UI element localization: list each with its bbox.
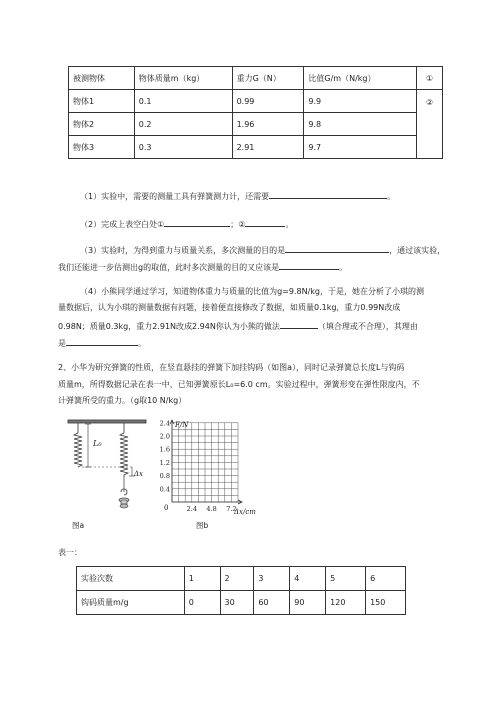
table-row: [69, 90, 443, 113]
question-4-line-1: （4）小熊同学通过学习，知道物体重力与质量的比值为g=9.8N/kg，于是，她在分析了小琪的测: [80, 287, 424, 296]
table-cell: 1.96: [232, 113, 304, 136]
table-cell: 150: [366, 591, 406, 615]
table-cell: 9.8: [304, 113, 417, 136]
table-row: [77, 591, 406, 615]
table-cell: 实验次数: [77, 567, 185, 591]
table-cell: 4: [290, 567, 326, 591]
figure-b-graph: [150, 418, 282, 530]
question-3-text: （3）实验时，为得到重力与质量关系，多次测量的目的是: [80, 246, 286, 255]
table-cell: 2.91: [232, 136, 304, 159]
answer-blank[interactable]: [280, 320, 318, 329]
y-tick-labels: [160, 419, 170, 493]
table-cell: 物体2: [69, 113, 135, 136]
answer-blank-2[interactable]: [245, 218, 285, 227]
problem-2-line-1: 2、小华为研究弹簧的性质，在竖直悬挂的弹簧下加挂钩码（如图a），同时记录弹簧总长度L与钩码: [58, 363, 405, 372]
question-4-text: （填合理或不合理），其理由: [317, 322, 418, 331]
table-cell: 6: [366, 567, 406, 591]
table-row: [69, 113, 443, 136]
y-tick-label: 1.6: [159, 445, 170, 454]
left-spring: [74, 433, 82, 467]
figure-a-spring-diagram: [66, 418, 148, 530]
table-2-title: 表一：: [58, 548, 82, 557]
table-cell: 120: [326, 591, 366, 615]
figure-b-caption: 图b: [196, 521, 209, 530]
origin-label: 0: [164, 504, 169, 512]
question-4-end: 。: [138, 339, 146, 348]
question-3-end: ，通过该实验，: [389, 246, 446, 255]
question-4-line-3: [58, 320, 418, 332]
table-cell: 3: [254, 567, 290, 591]
graph-grid: [172, 423, 238, 502]
table-cell: 2: [220, 567, 254, 591]
problem-2-line-2: 质量m，所得数据记录在表一中，已知弹簧原长L₀=6.0 cm。实验过程中，弹簧形变在弹性限度内，不: [58, 380, 420, 389]
y-tick-label: 0.8: [159, 472, 170, 481]
header-cell: 重力G（N）: [232, 67, 304, 90]
question-3-line-2: [58, 261, 347, 273]
table-cell: 0.2: [134, 113, 232, 136]
y-tick-label: 1.2: [159, 458, 170, 467]
question-2-end: 。: [285, 220, 294, 229]
right-spring: [120, 433, 128, 478]
question-4-line-2: 量数据后，认为小琪的测量数据有问题，接着便直接修改了数据，如质量0.1kg，重力0.99N改成: [58, 303, 401, 312]
question-4-text: 是: [58, 339, 66, 348]
answer-blank[interactable]: [66, 337, 138, 346]
header-cell: 被测物体: [69, 67, 135, 90]
table-row: [69, 136, 443, 159]
table-cell: 物体1: [69, 90, 135, 113]
question-4-text: 0.98N；质量0.3kg，重力2.91N改成2.94N你认为小熊的做法: [58, 322, 280, 331]
table-cell: 物体3: [69, 136, 135, 159]
question-3-end: 。: [339, 263, 348, 272]
table-cell: 60: [254, 591, 290, 615]
answer-blank[interactable]: [285, 244, 389, 253]
support-bar: [68, 420, 146, 423]
answer-blank[interactable]: [279, 261, 339, 270]
problem-2-line-3: 计弹簧所受的重力。（g取10 N/kg）: [58, 396, 187, 405]
table-row: [77, 567, 406, 591]
header-cell: 物体质量m（kg）: [134, 67, 232, 90]
y-axis-label: F/N: [175, 421, 189, 429]
y-tick-label: 2.0: [159, 432, 170, 441]
table-cell-blank-2: ②: [417, 90, 443, 159]
figure-a-caption: 图a: [72, 521, 85, 530]
question-2-text: （2）完成上表空白处①: [80, 220, 165, 229]
table-cell: 5: [326, 567, 366, 591]
table-cell: 9.9: [304, 90, 417, 113]
table-cell: 0.3: [134, 136, 232, 159]
x-tick-label: 2.4: [186, 505, 197, 513]
table-cell: 9.7: [304, 136, 417, 159]
table-cell: 90: [290, 591, 326, 615]
answer-blank-1[interactable]: [164, 218, 230, 227]
experiment-table: [76, 566, 406, 615]
y-tick-label: 0.4: [159, 485, 170, 494]
question-2-mid: ；②: [230, 220, 246, 229]
x-axis-label: Δx/cm: [234, 508, 256, 516]
dx-label: Δx: [134, 470, 144, 478]
x-tick-label: 7.2: [226, 505, 237, 513]
question-1-end: 。: [387, 192, 396, 201]
header-cell: 比值G/m（N/kg）: [304, 67, 417, 90]
question-3-text: 我们还能进一步估测出g的取值，此时多次测量的目的又应该是: [58, 263, 280, 272]
l0-label: L₀: [93, 439, 102, 448]
question-2: [80, 218, 293, 230]
mass-gravity-table: [68, 66, 443, 159]
table-cell: 0.1: [134, 90, 232, 113]
answer-blank[interactable]: [269, 190, 387, 199]
table-cell: 0: [184, 591, 220, 615]
table-cell: 30: [220, 591, 254, 615]
x-tick-labels: [187, 505, 237, 513]
table-cell: 0.99: [232, 90, 304, 113]
question-1-text: （1）实验中，需要的测量工具有弹簧测力计，还需要: [80, 192, 270, 201]
question-3-line-1: [80, 244, 445, 256]
table-cell: 钩码质量m/g: [77, 591, 185, 615]
question-4-line-4: [58, 337, 146, 349]
y-tick-label: 2.4: [159, 419, 170, 428]
table-cell: 1: [184, 567, 220, 591]
x-tick-label: 4.8: [206, 505, 217, 513]
table-header-row: [69, 67, 443, 90]
header-cell-blank-1: ①: [417, 67, 443, 90]
question-1: [80, 190, 395, 202]
